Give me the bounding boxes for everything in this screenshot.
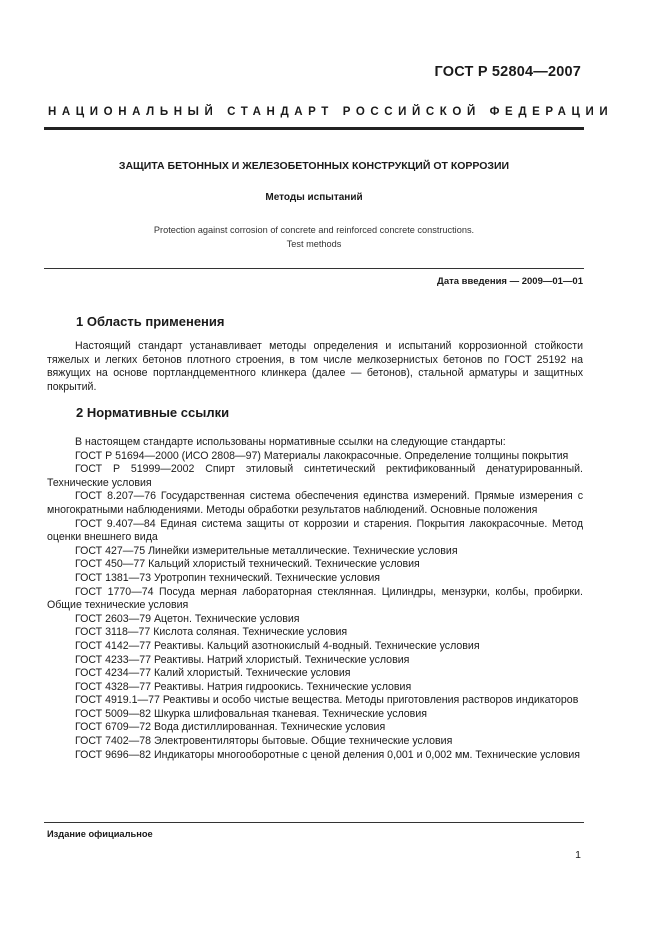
- document-title: ЗАЩИТА БЕТОННЫХ И ЖЕЛЕЗОБЕТОННЫХ КОНСТРУКЦИЙ ОТ КОРРОЗИИ: [118, 160, 510, 172]
- section-1-text: Настоящий стандарт устанавливает методы определения и испытаний коррозионной стойкости тяжелых и легких бетонов плотного строения, в том числе мелкозернистых бетонов по ГОСТ 25192 на вяжущих на основе портландцементного клинкера (далее — бетонов), стальной арматуры и защитных покрытий.: [47, 340, 583, 393]
- reference-item: ГОСТ 8.207—76 Государственная система обеспечения единства измерений. Прямые измерения с многократными наблюдениями. Методы обработки результатов наблюдений. Основные положения: [47, 490, 583, 516]
- header-rule: [44, 127, 584, 130]
- document-code: ГОСТ Р 52804—2007: [434, 64, 581, 80]
- reference-item: ГОСТ 9.407—84 Единая система защиты от коррозии и старения. Покрытия лакокрасочные. Метод оценки внешнего вида: [47, 517, 583, 544]
- document-subtitle: Методы испытаний: [265, 192, 363, 203]
- reference-item: ГОСТ 1770—74 Посуда мерная лабораторная стеклянная. Цилиндры, мензурки, колбы, пробирки. Общие технические условия: [47, 585, 583, 612]
- reference-item: ГОСТ 2603—79 Ацетон. Технические условия: [75, 612, 300, 625]
- reference-item: ГОСТ 4142—77 Реактивы. Кальций азотнокислый 4-водный. Технические условия: [75, 639, 480, 652]
- national-standard-banner: НАЦИОНАЛЬНЫЙ СТАНДАРТ РОССИЙСКОЙ ФЕДЕРАЦИИ: [48, 106, 614, 118]
- reference-item: ГОСТ 3118—77 Кислота соляная. Технические условия: [75, 626, 348, 639]
- reference-item: ГОСТ 1381—73 Уротропин технический. Технические условия: [75, 571, 381, 584]
- reference-item: ГОСТ 4233—77 Реактивы. Натрий хлористый. Технические условия: [75, 653, 410, 666]
- reference-item: ГОСТ Р 51999—2002 Спирт этиловый синтетический ректификованный денатурированный. Технические условия: [47, 463, 583, 489]
- reference-item: ГОСТ Р 51694—2000 (ИСО 2808—97) Материалы лакокрасочные. Определение толщины покрытия: [75, 449, 569, 462]
- page-number: 1: [575, 849, 581, 861]
- reference-item: ГОСТ 450—77 Кальций хлористый технический. Технические условия: [75, 558, 420, 571]
- reference-item: ГОСТ 4328—77 Реактивы. Натрия гидроокись. Технические условия: [75, 680, 412, 693]
- reference-item: ГОСТ 4919.1—77 Реактивы и особо чистые вещества. Методы приготовления растворов индикаторов: [75, 694, 579, 707]
- section-1-heading: 1 Область применения: [76, 314, 225, 329]
- reference-item: ГОСТ 4234—77 Калий хлористый. Технические условия: [75, 667, 351, 680]
- section-1-paragraph: [47, 340, 583, 394]
- reference-item: ГОСТ 9696—82 Индикаторы многооборотные с ценой деления 0,001 и 0,002 мм. Технические условия: [75, 748, 581, 761]
- introduction-date: Дата введения — 2009—01—01: [437, 276, 583, 287]
- section-2-heading: 2 Нормативные ссылки: [76, 405, 230, 420]
- reference-item: ГОСТ 7402—78 Электровентиляторы бытовые. Общие технические условия: [75, 735, 453, 748]
- reference-item: ГОСТ 427—75 Линейки измерительные металлические. Технические условия: [75, 544, 458, 557]
- footer-rule: [44, 822, 584, 823]
- title-rule: [44, 268, 584, 269]
- english-title-line-1: Protection against corrosion of concrete and reinforced concrete constructions.: [153, 225, 475, 235]
- normative-references-list: [47, 436, 583, 762]
- english-title: [44, 223, 584, 251]
- english-title-line-2: Test methods: [286, 239, 342, 249]
- reference-item: ГОСТ 5009—82 Шкурка шлифовальная тканевая. Технические условия: [75, 707, 427, 720]
- references-lead: В настоящем стандарте использованы нормативные ссылки на следующие стандарты:: [75, 436, 506, 448]
- edition-label: Издание официальное: [47, 829, 153, 839]
- reference-item: ГОСТ 6709—72 Вода дистиллированная. Технические условия: [75, 721, 386, 734]
